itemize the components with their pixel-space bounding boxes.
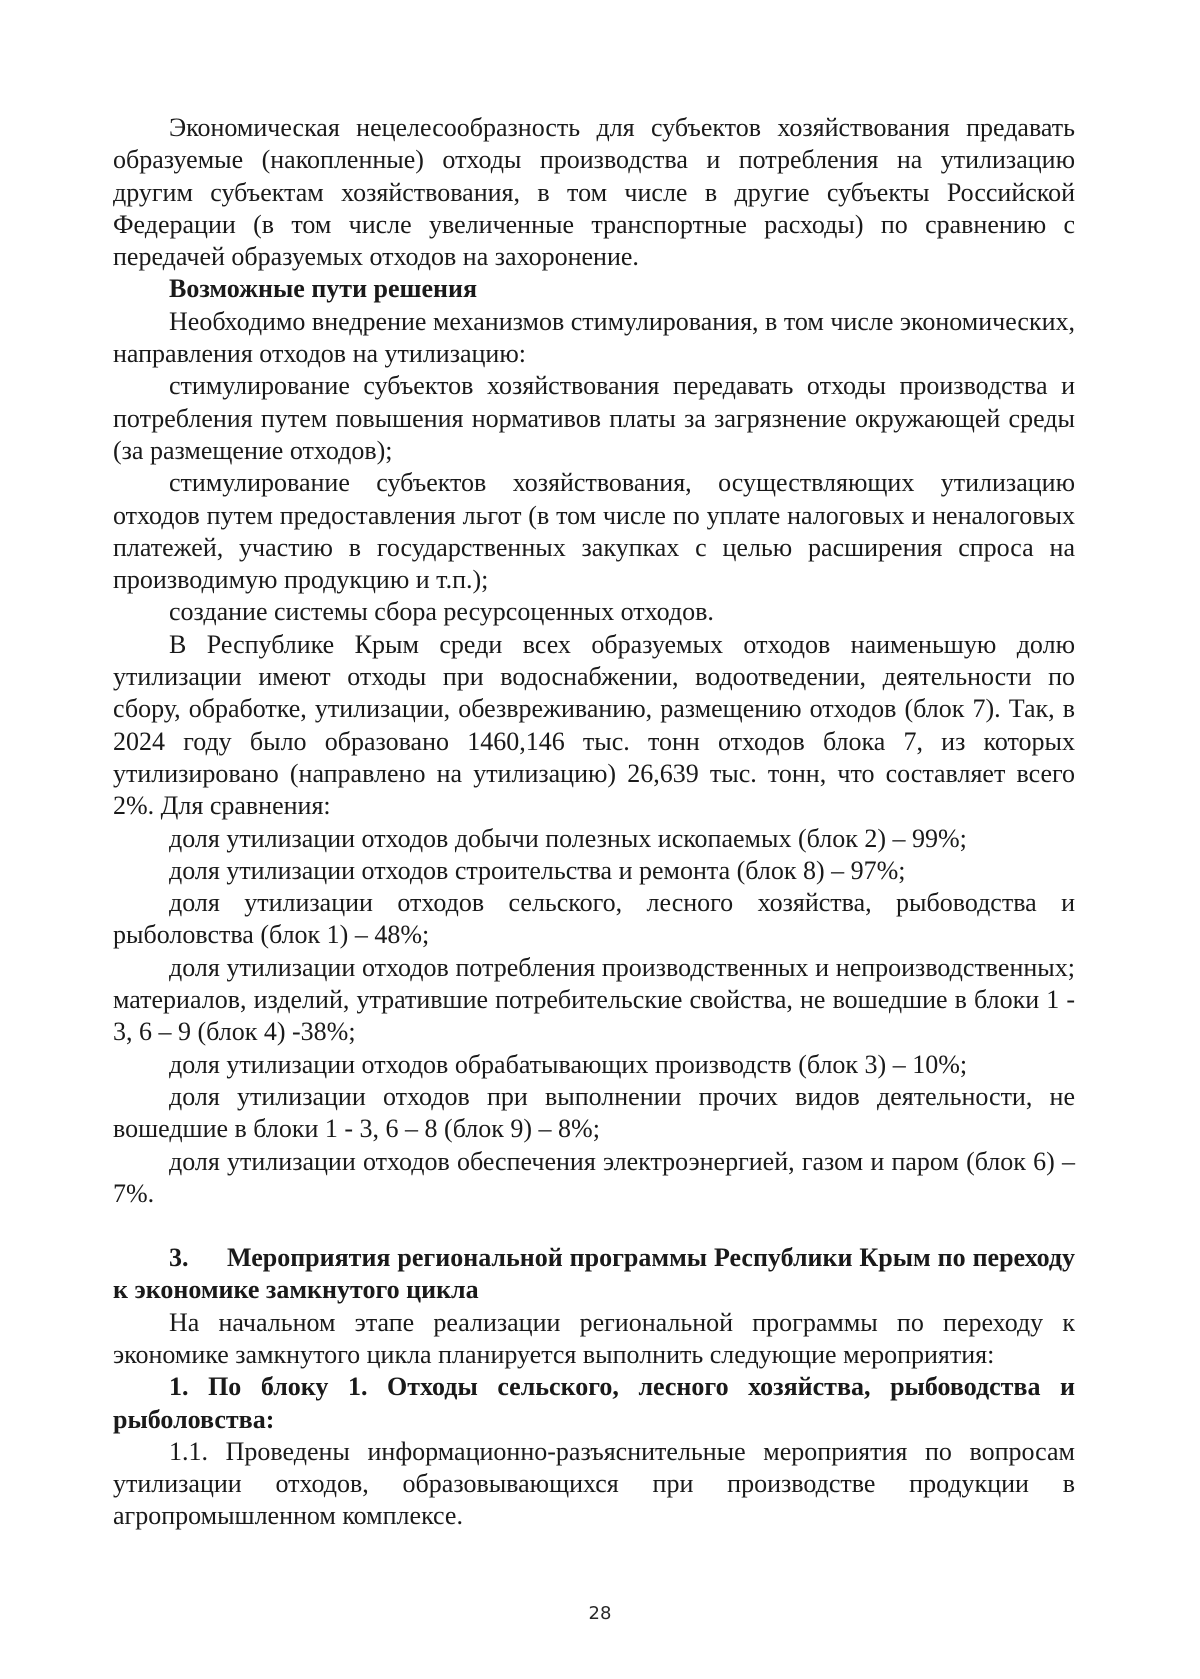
paragraph: доля утилизации отходов обрабатывающих производств (блок 3) – 10%; (169, 1049, 968, 1079)
paragraph: доля утилизации отходов обеспечения электроэнергией, газом и паром (блок 6) – 7%. (113, 1146, 1075, 1208)
paragraph: доля утилизации отходов строительства и ремонта (блок 8) – 97%; (169, 855, 906, 885)
paragraph: Экономическая нецелесообразность для субъектов хозяйствования предавать образуемые (накопленные) отходы производства и потребления на утилизацию другим субъектам хозяйствования, в том числе в другие субъекты Российской Федерации (в том числе увеличенные транспортные расходы) по сравнению с передачей образуемых отходов на захоронение. (113, 113, 1075, 272)
text-body-top (113, 112, 1075, 1210)
paragraph: доля утилизации отходов при выполнении прочих видов деятельности, не вошедшие в блоки 1 - 3, 6 – 8 (блок 9) – 8%; (113, 1081, 1075, 1144)
paragraph: 1.1. Проведены информационно-разъяснительные мероприятия по вопросам утилизации отходов, образовывающихся при производстве продукции в агропромышленном комплексе. (113, 1436, 1075, 1531)
section-number: 3. (169, 1243, 189, 1273)
page-number: 28 (588, 1603, 612, 1624)
section-spacer (113, 1210, 1075, 1242)
paragraph: стимулирование субъектов хозяйствования передавать отходы производства и потребления путем повышения нормативов платы за загрязнение окружающей среды (за размещение отходов); (113, 371, 1075, 465)
paragraph: доля утилизации отходов добычи полезных ископаемых (блок 2) – 99%; (169, 823, 967, 853)
document-page (113, 112, 1075, 1533)
paragraph: Возможные пути решения (169, 274, 478, 304)
paragraph: создание системы сбора ресурсоценных отходов. (169, 597, 714, 627)
section-title: Мероприятия региональной программы Республики Крым по переходу к экономике замкнутого цикла (113, 1243, 1075, 1305)
paragraph: доля утилизации отходов сельского, лесного хозяйства, рыбоводства и рыболовства (блок 1) – 48%; (113, 888, 1075, 950)
paragraph: доля утилизации отходов потребления производственных и непроизводственных; материалов, изделий, утратившие потребительские свойства, не вошедшие в блоки 1 - 3, 6 – 9 (блок 4) -38%; (113, 952, 1075, 1047)
paragraph: стимулирование субъектов хозяйствования, осуществляющих утилизацию отходов путем предоставления льгот (в том числе по уплате налоговых и неналоговых платежей, участию в государственных закупках с целью расширения спроса на производимую продукцию и т.п.); (113, 468, 1075, 595)
paragraph: На начальном этапе реализации региональной программы по переходу к экономике замкнутого цикла планируется выполнить следующие мероприятия: (113, 1307, 1075, 1369)
paragraph: Необходимо внедрение механизмов стимулирования, в том числе экономических, направления отходов на утилизацию: (113, 306, 1075, 369)
section-heading (113, 1242, 1075, 1307)
paragraph: 1. По блоку 1. Отходы сельского, лесного хозяйства, рыбоводства и рыболовства: (113, 1372, 1075, 1434)
paragraph: В Республике Крым среди всех образуемых отходов наименьшую долю утилизации имеют отходы при водоснабжении, водоотведении, деятельности по сбору, обработке, утилизации, обезвреживанию, размещению отходов (блок 7). Так, в 2024 году было образовано 1460,146 тыс. тонн отходов блока 7, из которых утилизировано (направлено на утилизацию) 26,639 тыс. тонн, что составляет всего 2%. Для сравнения: (113, 629, 1075, 821)
text-body-bottom (113, 1307, 1075, 1533)
